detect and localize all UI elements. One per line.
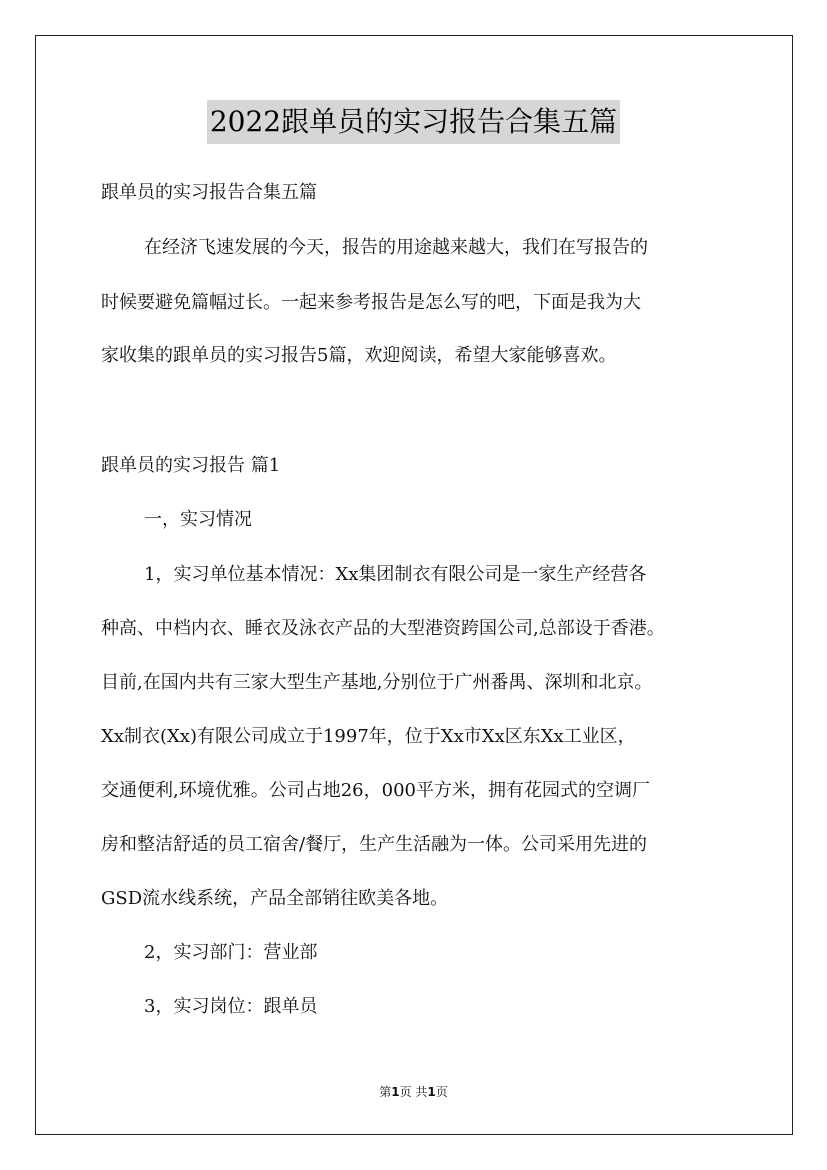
paragraph-line: 交通便利,环境优雅。公司占地26，000平方米，拥有花园式的空调厂 [101,780,650,801]
paragraph-line: GSD流水线系统，产品全部销往欧美各地。 [101,888,449,909]
paragraph-line: Xx制衣(Xx)有限公司成立于1997年，位于Xx市Xx区东Xx工业区， [101,726,636,747]
intro-line: 时候要避免篇幅过长。一起来参考报告是怎么写的吧，下面是我为大 [101,292,641,313]
document-title: 2022跟单员的实习报告合集五篇 [207,100,620,144]
paragraph-line: 1，实习单位基本情况：Xx集团制衣有限公司是一家生产经营各 [144,564,647,585]
document-subtitle: 跟单员的实习报告合集五篇 [101,182,317,203]
intro-line: 在经济飞速发展的今天，报告的用途越来越大，我们在写报告的 [144,237,648,258]
page-footer [0,1083,827,1100]
intro-line: 家收集的跟单员的实习报告5篇，欢迎阅读，希望大家能够喜欢。 [101,345,617,366]
paragraph-line: 房和整洁舒适的员工宿舍/餐厅，生产生活融为一体。公司采用先进的 [101,834,648,855]
sub-heading: 一，实习情况 [144,509,252,530]
paragraph-line: 目前,在国内共有三家大型生产基地,分别位于广州番禺、深圳和北京。 [101,672,653,693]
list-item: 3，实习岗位：跟单员 [144,996,318,1017]
footer-text: 第 [379,1085,392,1099]
section-heading: 跟单员的实习报告 篇1 [101,455,281,476]
footer-page-total: 1 [427,1085,436,1099]
list-item: 2，实习部门：营业部 [144,942,318,963]
footer-text: 页 [435,1085,448,1099]
footer-text: 页 共 [399,1085,428,1099]
title-container [0,100,827,144]
paragraph-line: 种高、中档内衣、睡衣及泳衣产品的大型港资跨国公司,总部设于香港。 [101,618,665,639]
footer-page-number: 1 [391,1085,400,1099]
